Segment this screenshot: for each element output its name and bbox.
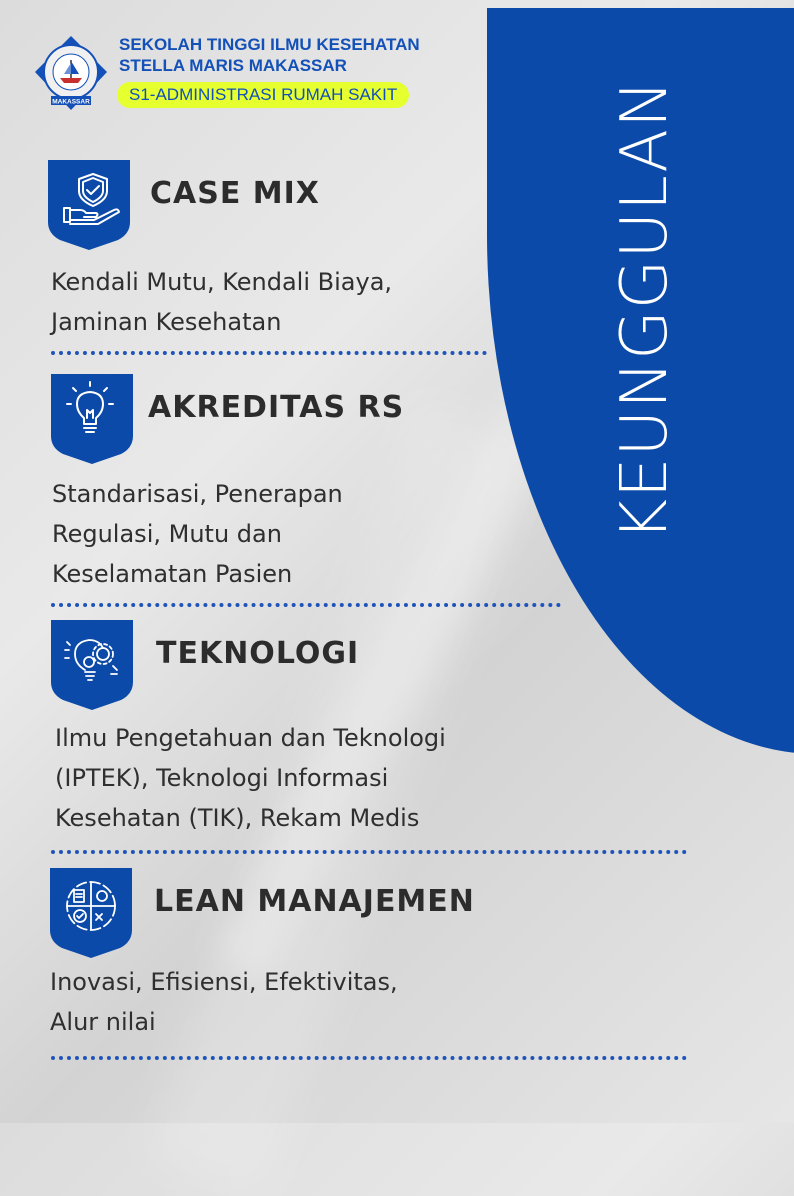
- section-description: [50, 962, 398, 1042]
- description-line: Jaminan Kesehatan: [51, 308, 282, 336]
- institution-name-line2: STELLA MARIS MAKASSAR: [119, 56, 347, 75]
- description-line: Alur nilai: [50, 1008, 156, 1036]
- side-title: KEUNGGULAN: [608, 79, 682, 541]
- process-cycle-icon: [50, 868, 132, 958]
- description-line: Regulasi, Mutu dan: [52, 520, 282, 548]
- section-title: CASE MIX: [150, 176, 320, 211]
- institution-name: [119, 34, 420, 76]
- section-divider: [51, 1056, 687, 1060]
- section-divider: [51, 850, 687, 854]
- brain-gear-icon: [51, 620, 133, 710]
- section-divider: [51, 351, 487, 355]
- shield-hand-icon: [48, 160, 130, 250]
- section-description: [51, 262, 392, 342]
- description-line: Kendali Mutu, Kendali Biaya,: [51, 268, 393, 296]
- description-line: Standarisasi, Penerapan: [52, 480, 343, 508]
- description-line: Kesehatan (TIK), Rekam Medis: [55, 804, 420, 832]
- section-title: LEAN MANAJEMEN: [154, 884, 475, 919]
- description-line: Ilmu Pengetahuan dan Teknologi: [55, 724, 446, 752]
- section-description: [52, 474, 343, 594]
- description-line: Keselamatan Pasien: [52, 560, 293, 588]
- section-title: TEKNOLOGI: [156, 636, 360, 671]
- program-badge: S1-ADMINISTRASI RUMAH SAKIT: [117, 82, 409, 108]
- side-title-wrap: [600, 79, 690, 541]
- institution-logo: [32, 34, 110, 112]
- section-divider: [51, 603, 561, 607]
- institution-name-line1: SEKOLAH TINGGI ILMU KESEHATAN: [119, 35, 420, 54]
- description-line: (IPTEK), Teknologi Informasi: [55, 764, 389, 792]
- description-line: Inovasi, Efisiensi, Efektivitas,: [50, 968, 398, 996]
- header: [32, 30, 452, 120]
- logo-text: MAKASSAR: [52, 98, 90, 106]
- section-description: [55, 718, 446, 838]
- lightbulb-icon: [51, 374, 133, 464]
- section-title: AKREDITAS RS: [148, 390, 405, 425]
